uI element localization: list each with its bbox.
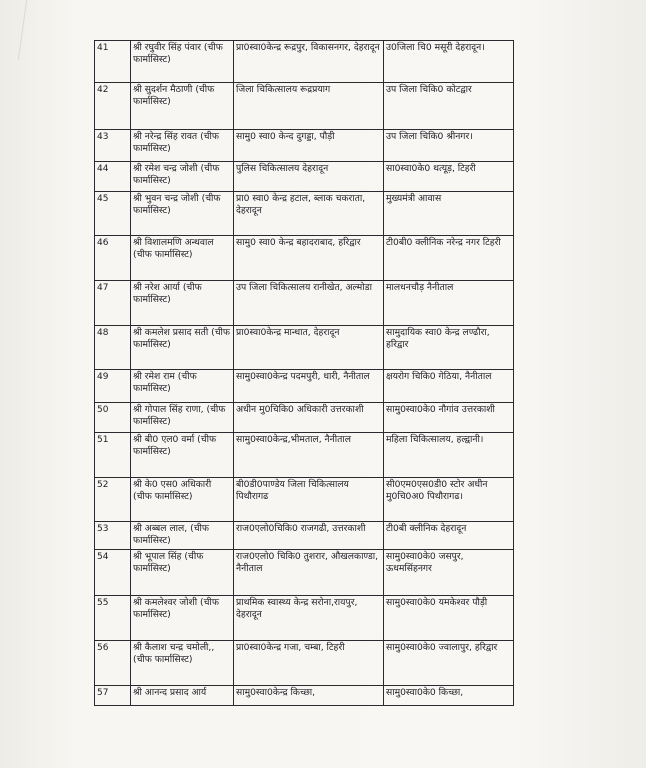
- employee-name: श्री गोपाल सिंह राणा, (चीफ फार्मासिस्ट): [131, 403, 234, 433]
- current-posting: सामु0स्वा0केन्द्र किच्छा,: [234, 686, 384, 706]
- current-posting: प्रा0स्वा0केन्द्र मान्धात, देहरादून: [234, 326, 384, 370]
- table-row: [95, 281, 514, 326]
- new-posting: क्षयरोग चिकि0 गेठिया, नैनीताल: [384, 370, 514, 403]
- serial-number: 52: [95, 478, 131, 522]
- current-posting: जिला चिकित्सालय रूद्रप्रयाग: [234, 83, 384, 130]
- serial-number: 57: [95, 686, 131, 706]
- table-row: [95, 83, 514, 130]
- current-posting: अधीन मु0चिकि0 अधिकारी उत्तरकाशी: [234, 403, 384, 433]
- table-row: [95, 522, 514, 550]
- current-posting: सामु0 स्वा0 केन्द्र बहादराबाद, हरिद्वार: [234, 236, 384, 281]
- new-posting: सामु0स्वा0के0 जसपुर, ऊधमसिंहनगर: [384, 550, 514, 596]
- employee-name: श्री के0 एस0 अधिकारी (चीफ फार्मासिस्ट): [131, 478, 234, 522]
- new-posting: मालधनचौड़ नैनीताल: [384, 281, 514, 326]
- serial-number: 43: [95, 130, 131, 162]
- current-posting: सामु0स्वा0केन्द्र,भीमताल, नैनीताल: [234, 433, 384, 478]
- table-row: [95, 326, 514, 370]
- serial-number: 42: [95, 83, 131, 130]
- serial-number: 53: [95, 522, 131, 550]
- serial-number: 46: [95, 236, 131, 281]
- employee-name: श्री कमलेश्वर जोशी (चीफ फार्मासिस्ट): [131, 596, 234, 641]
- table-row: [95, 162, 514, 192]
- table-row: [95, 192, 514, 236]
- employee-name: श्री अब्बल लाल, (चीफ फार्मासिस्ट): [131, 522, 234, 550]
- employee-name: श्री भूपाल सिंह (चीफ फार्मासिस्ट): [131, 550, 234, 596]
- employee-name: श्री भुवन चन्द्र जोशी (चीफ फार्मासिस्ट): [131, 192, 234, 236]
- new-posting: टी0बी क्लीनिक देहरादून: [384, 522, 514, 550]
- employee-name: श्री रमेश चन्द्र जोशी (चीफ फार्मासिस्ट): [131, 162, 234, 192]
- table-row: [95, 370, 514, 403]
- new-posting: सामु0स्वा0के0 नौगांव उत्तरकाशी: [384, 403, 514, 433]
- serial-number: 56: [95, 641, 131, 686]
- serial-number: 49: [95, 370, 131, 403]
- table-row: [95, 403, 514, 433]
- new-posting: सामु0स्वा0के0 किच्छा,: [384, 686, 514, 706]
- transfer-list-table: [94, 40, 514, 706]
- serial-number: 45: [95, 192, 131, 236]
- serial-number: 48: [95, 326, 131, 370]
- new-posting: सामुदायिक स्वा0 केन्द्र लण्ढौरा, हरिद्वार: [384, 326, 514, 370]
- employee-name: श्री रघुवीर सिंह पंवार (चीफ फार्मासिस्ट): [131, 41, 234, 83]
- serial-number: 41: [95, 41, 131, 83]
- current-posting: प्रा0 स्वा0 केन्द्र हटाल, ब्लाक चकराता, देहरादून: [234, 192, 384, 236]
- employee-name: श्री कैलाश चन्द्र चमोली,, (चीफ फार्मासिस्ट): [131, 641, 234, 686]
- table-row: [95, 550, 514, 596]
- table-row: [95, 130, 514, 162]
- table-row: [95, 41, 514, 83]
- serial-number: 47: [95, 281, 131, 326]
- new-posting: सी0एम0एस0डी0 स्टोर अधीन मु0चि0अ0 पिथौरागढ।: [384, 478, 514, 522]
- employee-name: श्री आनन्द प्रसाद आर्य: [131, 686, 234, 706]
- table-row: [95, 641, 514, 686]
- table-row: [95, 478, 514, 522]
- current-posting: बी0डी0पाण्डेय जिला चिकित्सालय पिथौरागढ: [234, 478, 384, 522]
- new-posting: टी0बी0 क्लीनिक नरेन्द्र नगर टिहरी: [384, 236, 514, 281]
- new-posting: सामु0स्वा0के0 ज्वालापुर, हरिद्वार: [384, 641, 514, 686]
- new-posting: मुख्यमंत्री आवास: [384, 192, 514, 236]
- serial-number: 44: [95, 162, 131, 192]
- new-posting: उप जिला चिकि0 श्रीनगर।: [384, 130, 514, 162]
- employee-name: श्री नरेन्द्र सिंह रावत (चीफ फार्मासिस्ट): [131, 130, 234, 162]
- employee-name: श्री विशालमणि अन्थवाल (चीफ फार्मासिस्ट): [131, 236, 234, 281]
- current-posting: प्रा0स्वा0केन्द्र गजा, चम्बा, टिहरी: [234, 641, 384, 686]
- current-posting: सामु0 स्वा0 केन्द दुगड्डा, पौड़ी: [234, 130, 384, 162]
- new-posting: उ0जिला चि0 मसूरी देहरादून।: [384, 41, 514, 83]
- table-row: [95, 686, 514, 706]
- current-posting: प्रा0स्वा0केन्द्र रूद्रपुर, विकासनगर, देहरादून: [234, 41, 384, 83]
- current-posting: सामु0स्वा0केन्द्र पदमपुरी, धारी, नैनीताल: [234, 370, 384, 403]
- employee-name: श्री सुदर्शन मैठाणी (चीफ फार्मासिस्ट): [131, 83, 234, 130]
- table-row: [95, 236, 514, 281]
- new-posting: सामु0स्वा0के0 यमकेश्वर पौड़ी: [384, 596, 514, 641]
- employee-name: श्री कमलेश प्रसाद सती (चीफ फार्मासिस्ट): [131, 326, 234, 370]
- new-posting: महिला चिकित्सालय, हल्द्वानी।: [384, 433, 514, 478]
- paper-fold-mark: [18, 0, 37, 60]
- current-posting: राज0एलो0 चिकि0 तुशरार, औखलकाण्डा, नैनीताल: [234, 550, 384, 596]
- employee-name: श्री नरेश आर्या (चीफ फार्मासिस्ट): [131, 281, 234, 326]
- current-posting: प्राथमिक स्वास्थ्य केन्द्र सरोना,रायपुर, देहरादून: [234, 596, 384, 641]
- serial-number: 50: [95, 403, 131, 433]
- current-posting: राज0एलो0चिकि0 राजगढी, उत्तरकाशी: [234, 522, 384, 550]
- new-posting: सा0स्वा0के0 थत्यूड़, टिहरी: [384, 162, 514, 192]
- serial-number: 51: [95, 433, 131, 478]
- employee-name: श्री बी0 एल0 वर्मा (चीफ फार्मासिस्ट): [131, 433, 234, 478]
- serial-number: 54: [95, 550, 131, 596]
- serial-number: 55: [95, 596, 131, 641]
- employee-name: श्री रमेश राम (चीफ फार्मासिस्ट): [131, 370, 234, 403]
- current-posting: उप जिला चिकित्सालय रानीखेत, अल्मोडा: [234, 281, 384, 326]
- table-row: [95, 433, 514, 478]
- table-row: [95, 596, 514, 641]
- new-posting: उप जिला चिकि0 कोटद्वार: [384, 83, 514, 130]
- current-posting: पुलिस चिकित्सालय देहरादून: [234, 162, 384, 192]
